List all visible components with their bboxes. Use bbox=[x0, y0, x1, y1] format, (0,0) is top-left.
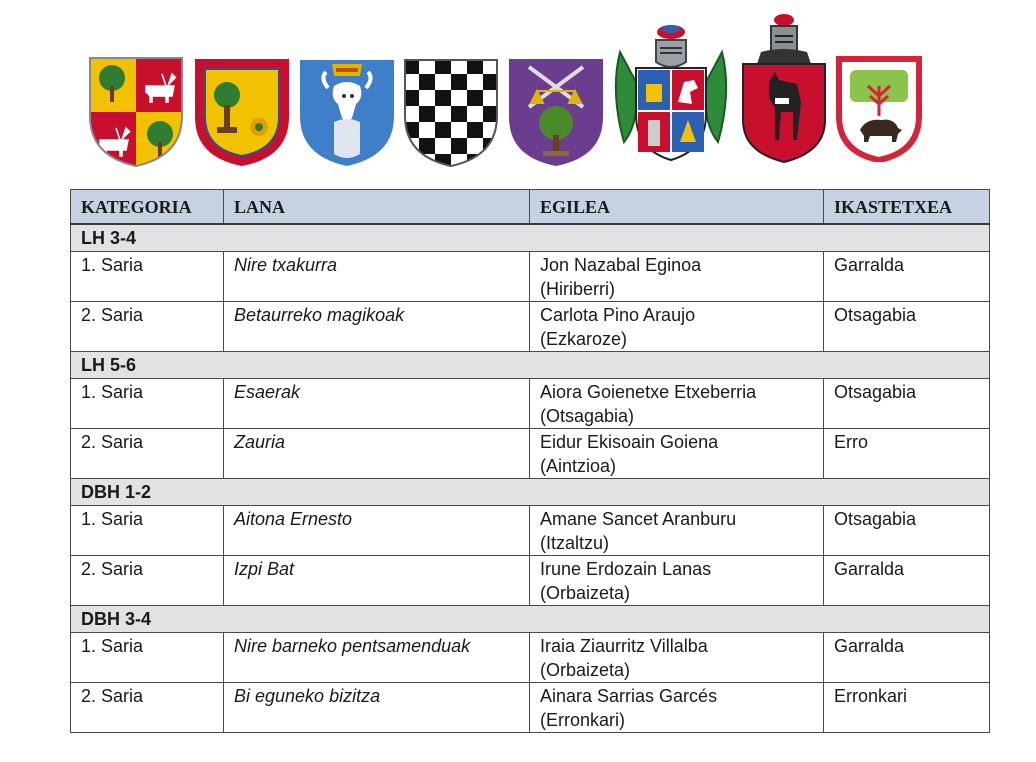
school-cell: Erronkari bbox=[824, 683, 990, 733]
work-title-cell: Betaurreko magikoak bbox=[224, 302, 530, 352]
awards-table bbox=[70, 189, 990, 733]
school-cell: Otsagabia bbox=[824, 379, 990, 429]
crest-row bbox=[0, 0, 1036, 180]
table-row bbox=[71, 683, 990, 733]
author-name: Jon Nazabal Eginoa bbox=[540, 255, 702, 275]
author-cell bbox=[530, 429, 824, 479]
author-name: Carlota Pino Araujo bbox=[540, 305, 696, 325]
category-row bbox=[71, 352, 990, 379]
table-header-row bbox=[71, 190, 990, 225]
author-name: Irune Erdozain Lanas bbox=[540, 559, 712, 579]
table-row bbox=[71, 506, 990, 556]
author-village: (Itzaltzu) bbox=[540, 533, 610, 553]
table-row bbox=[71, 556, 990, 606]
school-cell: Erro bbox=[824, 429, 990, 479]
prize-cell: 1. Saria bbox=[71, 379, 224, 429]
crest-6-shield-icon bbox=[610, 22, 732, 162]
author-village: (Orbaizeta) bbox=[540, 583, 631, 603]
header-lana: LANA bbox=[224, 190, 530, 225]
category-label: LH 5-6 bbox=[71, 352, 990, 379]
prize-cell: 1. Saria bbox=[71, 252, 224, 302]
school-cell: Garralda bbox=[824, 556, 990, 606]
table-row bbox=[71, 429, 990, 479]
crest-7-shield-icon bbox=[739, 12, 829, 164]
author-village: (Otsagabia) bbox=[540, 406, 635, 426]
prize-cell: 1. Saria bbox=[71, 633, 224, 683]
crest-3-shield-icon bbox=[298, 58, 396, 168]
author-cell bbox=[530, 302, 824, 352]
table-row bbox=[71, 252, 990, 302]
work-title-cell: Nire txakurra bbox=[224, 252, 530, 302]
crest-4-shield-icon bbox=[403, 58, 499, 168]
header-ikastetxea: IKASTETXEA bbox=[824, 190, 990, 225]
school-cell: Garralda bbox=[824, 252, 990, 302]
author-cell bbox=[530, 556, 824, 606]
author-village: (Aintzioa) bbox=[540, 456, 617, 476]
prize-cell: 2. Saria bbox=[71, 556, 224, 606]
author-name: Aiora Goienetxe Etxeberria bbox=[540, 382, 757, 402]
crest-8-shield-icon bbox=[836, 56, 922, 162]
author-name: Amane Sancet Aranburu bbox=[540, 509, 737, 529]
author-cell bbox=[530, 379, 824, 429]
work-title-cell: Izpi Bat bbox=[224, 556, 530, 606]
author-cell bbox=[530, 506, 824, 556]
prize-cell: 2. Saria bbox=[71, 429, 224, 479]
prize-cell: 1. Saria bbox=[71, 506, 224, 556]
crest-2-shield-icon bbox=[193, 57, 291, 168]
table-row bbox=[71, 633, 990, 683]
work-title-cell: Esaerak bbox=[224, 379, 530, 429]
prize-cell: 2. Saria bbox=[71, 683, 224, 733]
header-kategoria: KATEGORIA bbox=[71, 190, 224, 225]
work-title-cell: Zauria bbox=[224, 429, 530, 479]
crest-5-shield-icon bbox=[507, 57, 605, 168]
category-label: DBH 1-2 bbox=[71, 479, 990, 506]
category-row bbox=[71, 606, 990, 633]
table-row bbox=[71, 302, 990, 352]
school-cell: Otsagabia bbox=[824, 302, 990, 352]
prize-cell: 2. Saria bbox=[71, 302, 224, 352]
author-village: (Orbaizeta) bbox=[540, 660, 631, 680]
school-cell: Otsagabia bbox=[824, 506, 990, 556]
category-row bbox=[71, 479, 990, 506]
author-name: Eidur Ekisoain Goiena bbox=[540, 432, 719, 452]
table-row bbox=[71, 379, 990, 429]
work-title-cell: Bi eguneko bizitza bbox=[224, 683, 530, 733]
category-label: DBH 3-4 bbox=[71, 606, 990, 633]
work-title-cell: Nire barneko pentsamenduak bbox=[224, 633, 530, 683]
author-village: (Erronkari) bbox=[540, 710, 626, 730]
category-label: LH 3-4 bbox=[71, 224, 990, 252]
author-cell bbox=[530, 683, 824, 733]
author-cell bbox=[530, 633, 824, 683]
header-egilea: EGILEA bbox=[530, 190, 824, 225]
author-village: (Hiriberri) bbox=[540, 279, 615, 299]
category-row bbox=[71, 224, 990, 252]
crest-1-shield-icon bbox=[88, 56, 184, 168]
author-name: Ainara Sarrias Garcés bbox=[540, 686, 718, 706]
author-village: (Ezkaroze) bbox=[540, 329, 628, 349]
author-cell bbox=[530, 252, 824, 302]
author-name: Iraia Ziaurritz Villalba bbox=[540, 636, 708, 656]
school-cell: Garralda bbox=[824, 633, 990, 683]
work-title-cell: Aitona Ernesto bbox=[224, 506, 530, 556]
